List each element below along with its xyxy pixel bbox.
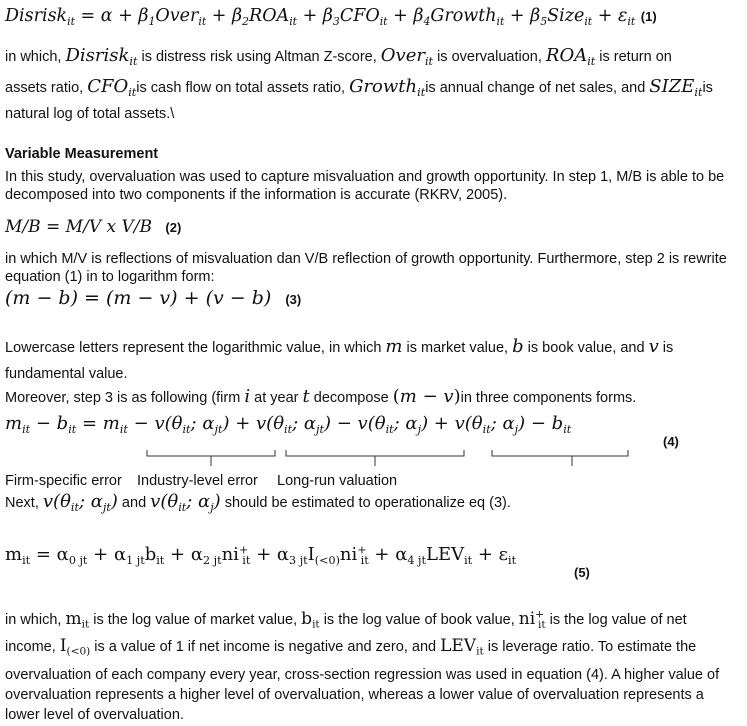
longrun-brace (492, 450, 628, 466)
intro-paragraph: In this study, overvaluation was used to capture misvaluation and growth opportunity. In step 1, M/B is able to be decomposed into two components if the information is accurate (RKRV, 2005). (5, 169, 725, 203)
next-line: Next, $v(\theta_{it}$; $\alpha_{jt}$) and $v(\theta_{it}$; $\alpha_j$) should be estimated to operationalize eq (3). (5, 491, 511, 514)
equation-2-label: (2) (165, 220, 182, 235)
final-line-3: overvaluation of each company every year, cross-section regression was used in equation (4). A higher value of (5, 667, 720, 683)
final-line-2: income, $I_{(<0)}$ is a value of 1 if net income is negative and zero, and $LEV_{it}$ is leverage ratio. To estimate the (5, 636, 697, 658)
equation-4: $m_{it} - b_{it} = m_{it} - v(\theta_{it}$; $\alpha_{jt}) + v(\theta_{it}$; $\alpha_{jt}) - v(\theta_{it}$; $\alpha_j) + v(\theta_{it}$; $\alpha_j) - b_{it}$ (5, 413, 572, 436)
equation-5-label: (5) (574, 565, 590, 580)
final-line-5: lower level of overvaluation. (5, 707, 184, 723)
definition-line-3: natural log of total assets.\ (5, 106, 175, 122)
equation-4-label: (4) (663, 434, 679, 449)
equation-1: Disrisk$_{it}$ = $\alpha + \beta_1Over_{it} + \beta_2ROA_{it} + \beta_3CFO_{it}$ + $\beta_4Growth_{it}$ + $\beta_5Size_{it} + \varepsilon_{it}$ (1) (5, 6, 657, 28)
equation-1-label: (1) (640, 9, 657, 24)
firm-brace (147, 450, 275, 466)
definition-line-1: in which, Disrisk$_{it}$ is distress risk using Altman Z-score, Over$_{it}$ is overvaluation, $ROA_{it}$ is return on (5, 45, 672, 68)
lowercase-line-1: Lowercase letters represent the logarithmic value, in which m is market value, b is book value, and v is (5, 336, 674, 357)
definition-line-2: assets ratio, $CFO_{it}is$ cash flow on total assets ratio, Growth$_{it}$is annual change of net sales, and $SIZE_{it}is$ (5, 76, 713, 99)
section-heading: Variable Measurement (5, 146, 159, 162)
lowercase-line-2: fundamental value. (5, 366, 128, 382)
industry-brace (286, 450, 464, 466)
equation-3: (m − b) = (m − v) + (v − b) (3) (5, 287, 302, 309)
equation-2: M/B = M/V x V/B (2) (5, 217, 182, 237)
final-line-1: in which, $m_{it}$ is the log value of market value, $b_{it}$ is the log value of book value, $ni^+_{it}$ is the log value of net (5, 609, 687, 631)
brace-label-longrun: Long-run valuation (277, 473, 398, 489)
brace-label-firm: Firm-specific error (5, 473, 122, 489)
lowercase-line-3: Moreover, step 3 is as following (firm i at year t decompose (m − v)in three components forms. (5, 386, 637, 407)
mv-paragraph: in which M/V is reflections of misvaluation dan V/B reflection of growth opportunity. Furthermore, step 2 is rewrite equation (1) in to logarithm form: (5, 251, 727, 285)
brace-label-industry: Industry-level error (137, 473, 258, 489)
final-line-4: overvaluation represents a higher level of overvaluation, whereas a lower value of overvaluation represents a (5, 687, 704, 703)
equation-3-label: (3) (285, 292, 302, 307)
equation-5: $m_{it} = \alpha_{0 jt} + \alpha_{1 jt}b_{it} + \alpha_{2 jt}ni^+_{it} + \alpha_{3 jt}I_{(<0)}ni^+_{it} + \alpha_{4 jt}LEV_{it} + \varepsilon_{it}$ (5, 543, 517, 567)
